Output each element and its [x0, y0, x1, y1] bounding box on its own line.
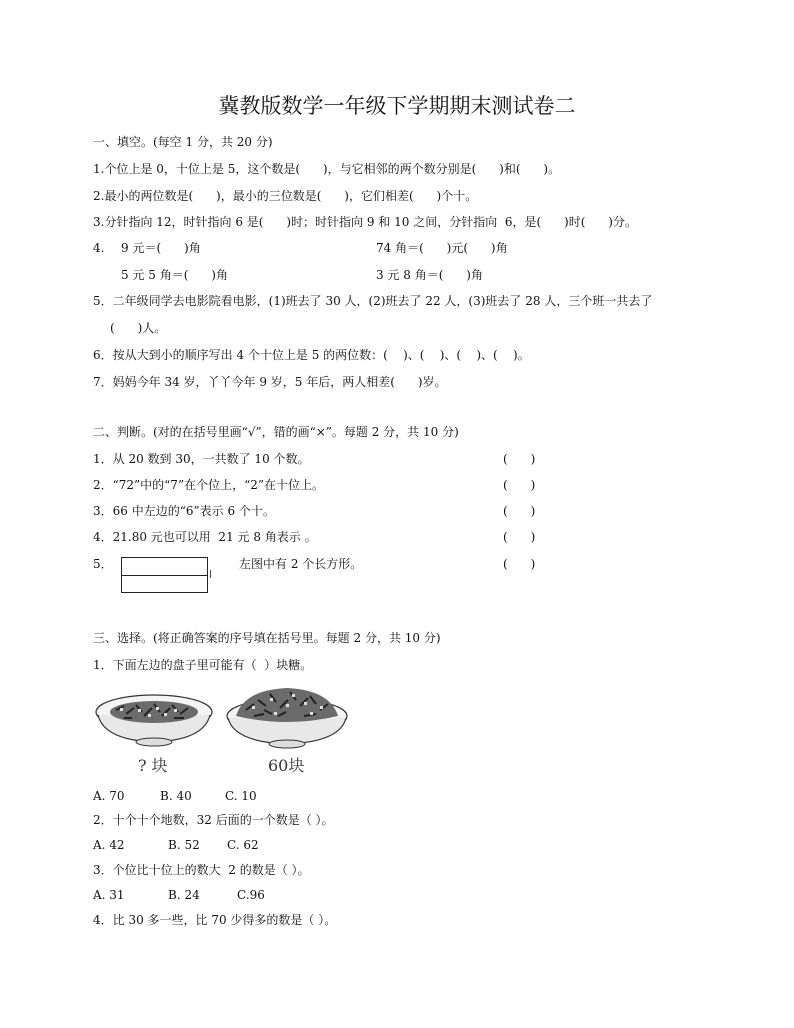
s2-question-3: 3．66 中左边的“6”表示 6 个十。 [93, 504, 275, 518]
candy-plate-icon [224, 684, 350, 750]
s1-question-3: 3.分针指向 12，时针指向 6 是( )时；时针指向 9 和 10 之间，分针指向 6，是( )时( )分。 [93, 215, 637, 229]
s3-q2-option-b[interactable]: B. 52 [168, 838, 200, 852]
s3-q1-option-c[interactable]: C. 10 [225, 789, 257, 803]
answer-paren[interactable]: ( ) [503, 478, 536, 492]
section3-heading: 三、选择。(将正确答案的序号填在括号里。每题 2 分，共 10 分) [93, 631, 441, 645]
candy-plate-icon [94, 690, 214, 750]
s1-question-1: 1.个位上是 0，十位上是 5，这个数是( )，与它相邻的两个数分别是( )和( )。 [93, 162, 561, 176]
s3-q1-option-b[interactable]: B. 40 [160, 789, 192, 803]
section2-heading: 二、判断。(对的在括号里画“√”，错的画“×”。每题 2 分，共 10 分) [93, 425, 459, 439]
s2-question-2: 2．“72”中的“7”在个位上，“2”在十位上。 [93, 478, 324, 492]
answer-paren[interactable]: ( ) [503, 452, 536, 466]
s2-question-1: 1．从 20 数到 30，一共数了 10 个数。 [93, 452, 310, 466]
s1-question-5-line2: ( )人。 [110, 321, 167, 335]
s3-q3-option-a[interactable]: A. 31 [93, 888, 125, 902]
answer-paren[interactable]: ( ) [503, 530, 536, 544]
answer-paren[interactable]: ( ) [503, 504, 536, 518]
s3-q2-option-a[interactable]: A. 42 [93, 838, 125, 852]
s3-q1-option-a[interactable]: A. 70 [93, 789, 125, 803]
s3-question-4: 4．比 30 多一些，比 70 少得多的数是（ ）。 [93, 913, 337, 927]
s3-q3-option-c[interactable]: C.96 [237, 888, 265, 902]
s1-question-4c: 5 元 5 角＝( )角 [121, 268, 228, 282]
answer-paren[interactable]: ( ) [503, 557, 536, 571]
s1-question-4a: 9 元＝( )角 [121, 241, 201, 255]
s3-question-1: 1．下面左边的盘子里可能有（ ）块糖。 [93, 658, 313, 672]
s1-question-7: 7．妈妈今年 34 岁，丫丫今年 9 岁，5 年后，两人相差( )岁。 [93, 375, 447, 389]
s1-question-2: 2.最小的两位数是( )，最小的三位数是( )，它们相差( )个十。 [93, 189, 478, 203]
rectangle-figure [121, 557, 208, 593]
s2-question-5: 左图中有 2 个长方形。 [239, 557, 363, 571]
s3-question-2: 2．十个十个地数，32 后面的一个数是（ ）。 [93, 813, 334, 827]
plate-left-caption: ? 块 [138, 756, 168, 775]
s3-q2-option-c[interactable]: C. 62 [227, 838, 259, 852]
page-title: 冀教版数学一年级下学期期末测试卷二 [218, 94, 576, 118]
plate-right-caption: 60块 [268, 756, 305, 775]
s1-question-4d: 3 元 8 角＝( )角 [376, 268, 483, 282]
section1-heading: 一、填空。(每空 1 分，共 20 分) [93, 135, 273, 149]
s2-question-4: 4．21.80 元也可以用 21 元 8 角表示 。 [93, 530, 317, 544]
s1-question-4-label: 4. [93, 241, 105, 255]
s2-question-5-label: 5． [93, 557, 113, 571]
s3-question-3: 3．个位比十位上的数大 2 的数是（ ）。 [93, 863, 310, 877]
s1-question-5-line1: 5．二年级同学去电影院看电影，(1)班去了 30 人，(2)班去了 22 人，(3)班去了 28 人，三个班一共去了 [93, 294, 653, 308]
s1-question-6: 6．按从大到小的顺序写出 4 个十位上是 5 的两位数：( )、( )、( )、( )。 [93, 348, 530, 362]
s1-question-4b: 74 角＝( )元( )角 [376, 241, 508, 255]
s3-q3-option-b[interactable]: B. 24 [168, 888, 200, 902]
